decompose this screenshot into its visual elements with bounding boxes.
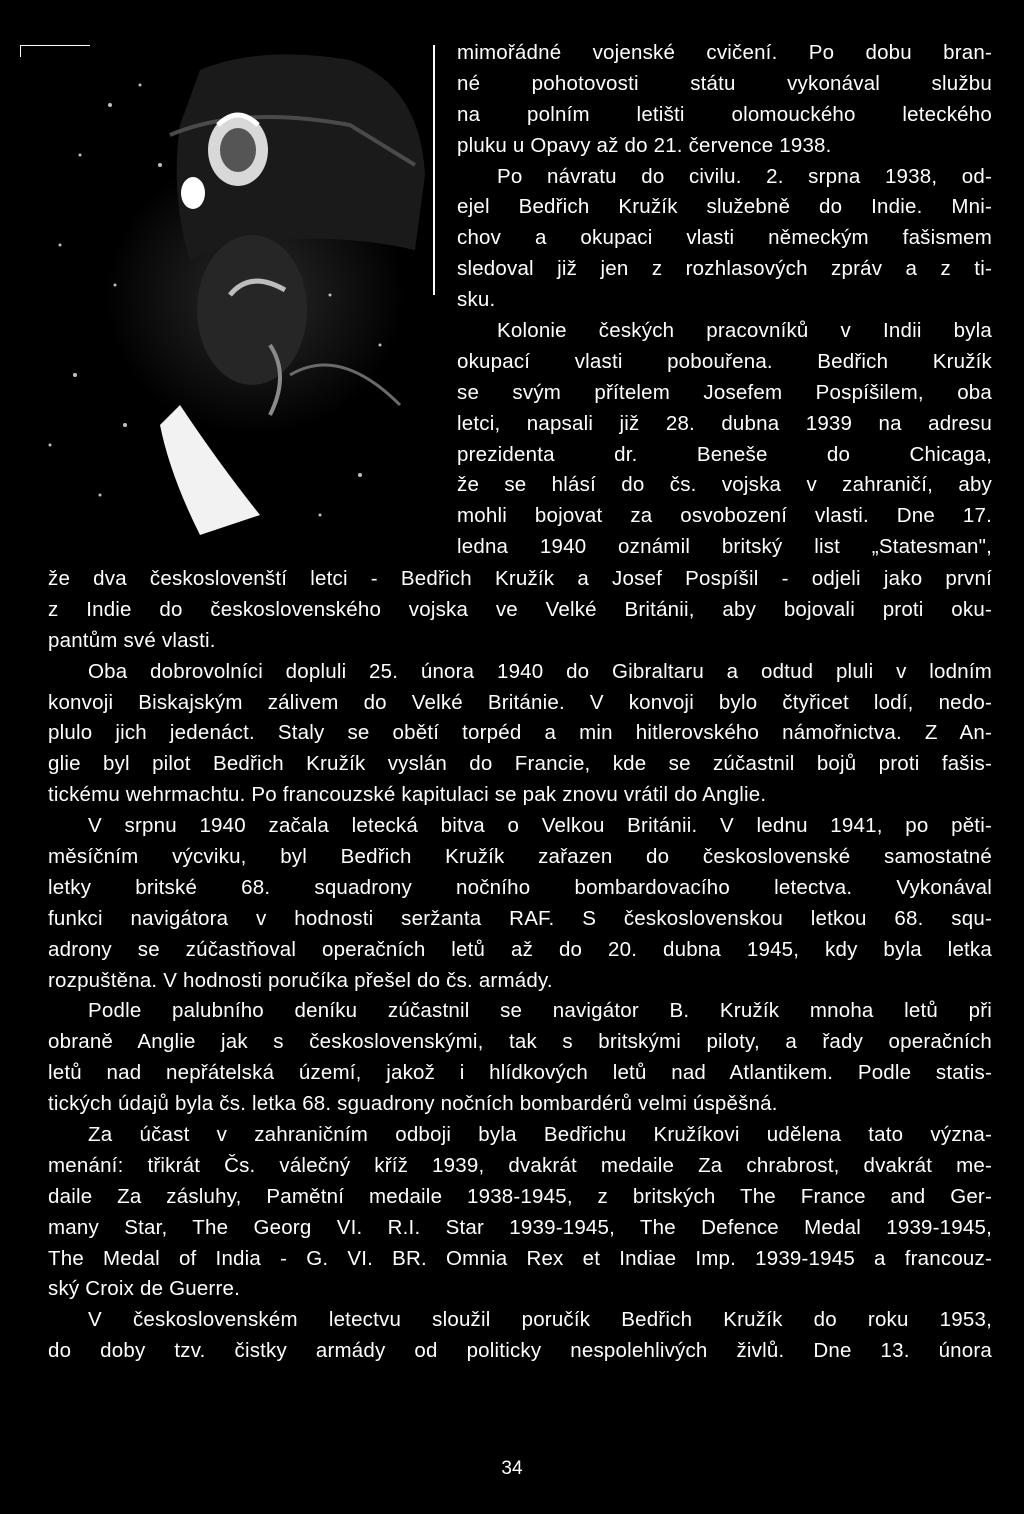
text-line: glie byl pilot Bedřich Kružík vyslán do Francie, kde se zúčastnil bojů proti fašis- xyxy=(48,752,992,776)
text-line: z Indie do československého vojska ve Velké Británii, aby bojovali proti oku- xyxy=(48,597,992,621)
text-line: many Star, The Georg VI. R.I. Star 1939-1945, The Defence Medal 1939-1945, xyxy=(48,1215,992,1239)
text-line: pluku u Opavy až do 21. července 1938. xyxy=(457,133,832,157)
main-body-text xyxy=(48,564,992,1367)
text-line: tických údajů byla čs. letka 68. sguadrony nočních bombardérů velmi úspěšná. xyxy=(48,1092,778,1116)
text-line: funkci navigátora v hodnosti seržanta RAF. S československou letkou 68. squ- xyxy=(48,906,992,930)
text-line: menání: třikrát Čs. válečný kříž 1939, dvakrát medaile Za chrabrost, dvakrát me- xyxy=(48,1153,992,1177)
text-line: Za účast v zahraničním odboji byla Bedřichu Kružíkovi udělena tato význa- xyxy=(88,1123,992,1147)
text-line: letů nad nepřátelská území, jakož i hlídkových letů nad Atlantikem. Podle statis- xyxy=(48,1061,992,1085)
text-line: mimořádné vojenské cvičení. Po dobu bran- xyxy=(457,41,992,64)
text-line: V československém letectvu sloužil poručík Bedřich Kružík do roku 1953, xyxy=(88,1308,992,1332)
portrait-photo xyxy=(20,45,440,550)
text-line: okupací vlasti pobouřena. Bedřich Kružík xyxy=(457,349,992,373)
text-line: sledoval již jen z rozhlasových zpráv a z ti- xyxy=(457,257,992,281)
text-line: pantům své vlasti. xyxy=(48,628,216,652)
text-line: ledna 1940 oznámil britský list „Statesman", xyxy=(457,535,992,559)
text-line: né pohotovosti státu vykonával službu xyxy=(457,71,992,95)
text-line: Po návratu do civilu. 2. srpna 1938, od- xyxy=(497,164,992,188)
page-number: 34 xyxy=(501,1458,523,1479)
text-line: Oba dobrovolníci dopluli 25. února 1940 do Gibraltaru a odtud pluli v lodním xyxy=(88,659,992,683)
text-line: měsíčním výcviku, byl Bedřich Kružík zařazen do československé samostatné xyxy=(48,845,992,869)
text-line: ejel Bedřich Kružík služebně do Indie. Mni- xyxy=(457,195,992,219)
text-line: chov a okupaci vlasti německým fašismem xyxy=(457,226,992,250)
text-line: na polním letišti olomouckého leteckého xyxy=(457,102,992,126)
text-line: se svým přítelem Josefem Pospíšilem, oba xyxy=(457,380,992,404)
text-line: prezidenta dr. Beneše do Chicaga, xyxy=(457,442,992,466)
portrait-photo-icon xyxy=(20,45,440,550)
text-line: Podle palubního deníku zúčastnil se navigátor B. Kružík mnoha letů při xyxy=(88,999,992,1023)
text-line: letci, napsali již 28. dubna 1939 na adresu xyxy=(457,411,992,435)
text-line: že dva českoslovenští letci - Bedřich Kružík a Josef Pospíšil - odjeli jako první xyxy=(48,567,992,590)
text-line: daile Za zásluhy, Pamětní medaile 1938-1945, z britských The France and Ger- xyxy=(48,1184,992,1208)
text-line: The Medal of India - G. VI. BR. Omnia Rex et Indiae Imp. 1939-1945 a francouz- xyxy=(48,1246,992,1270)
text-line: rozpuštěna. V hodnosti poručíka přešel do čs. armády. xyxy=(48,968,553,992)
text-line: mohli bojovat za osvobození vlasti. Dne 17. xyxy=(457,504,992,528)
text-line: sku. xyxy=(457,288,496,312)
text-line: letky britské 68. squadrony nočního bombardovacího letectva. Vykonával xyxy=(48,875,992,899)
text-line: obraně Anglie jak s československými, tak s britskými piloty, a řady operačních xyxy=(48,1030,992,1054)
text-line: tickému wehrmachtu. Po francouzské kapitulaci se pak znovu vrátil do Anglie. xyxy=(48,783,767,807)
text-line: že se hlásí do čs. vojska v zahraničí, aby xyxy=(457,473,992,497)
text-line: V srpnu 1940 začala letecká bitva o Velkou Británii. V lednu 1941, po pěti- xyxy=(88,814,992,838)
text-line: adrony se zúčastňoval operačních letů až do 20. dubna 1945, kdy byla letka xyxy=(48,937,992,961)
text-line: do doby tzv. čistky armády od politicky nespolehlivých živlů. Dne 13. února xyxy=(48,1339,992,1363)
right-column-text xyxy=(457,38,992,563)
text-line: ský Croix de Guerre. xyxy=(48,1277,240,1301)
text-line: plulo jich jedenáct. Staly se obětí torpéd a min hitlerovského námořnictva. Z An- xyxy=(48,721,992,745)
text-line: konvoji Biskajským zálivem do Velké Británie. V konvoji bylo čtyřicet lodí, nedo- xyxy=(48,690,992,714)
text-line: Kolonie českých pracovníků v Indii byla xyxy=(497,319,992,343)
